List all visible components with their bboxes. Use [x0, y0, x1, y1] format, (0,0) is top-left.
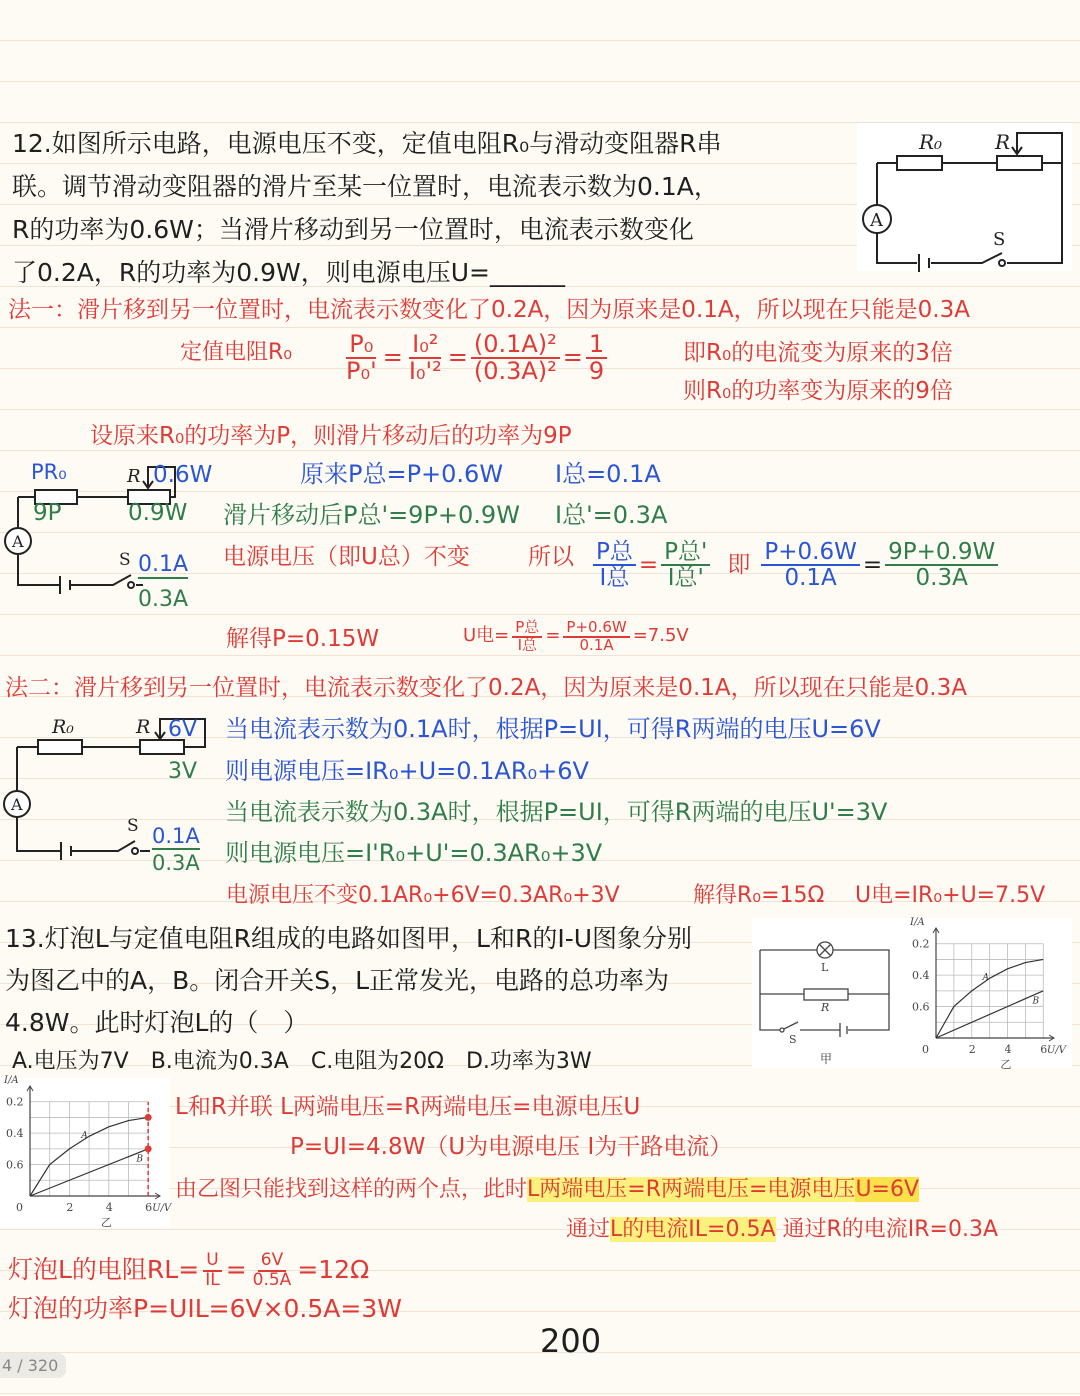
method2-circuit-figure	[0, 711, 215, 876]
power-ratio-formula	[340, 332, 610, 384]
i-total: I总	[599, 565, 630, 592]
current-03a: 0.3A	[138, 587, 189, 612]
figure-yi-caption: 乙	[100, 1216, 112, 1229]
y-axis-label: I/A	[910, 917, 925, 928]
p0-prime: P₀'	[346, 357, 377, 386]
q13-figure	[752, 917, 1072, 1071]
x-axis-label: U/V	[152, 1203, 172, 1214]
q13-line-3: 4.8W。此时灯泡L的（ ）	[5, 1008, 309, 1037]
source-voltage-unchanged: 电源电压（即U总）不变	[223, 544, 470, 570]
m2-red-solve: 解得R₀=15Ω	[693, 883, 825, 908]
x-tick-label: 6	[1040, 1043, 1048, 1056]
lamp-label: L	[821, 961, 829, 974]
p-total: P总	[593, 540, 636, 566]
res-num-6v: 6V	[258, 1252, 286, 1272]
page-indicator[interactable]: 4 / 320	[0, 1353, 66, 1378]
res-den-il: IL	[205, 1269, 220, 1290]
q12-line-1: 12.如图所示电路，电源电压不变，定值电阻R₀与滑动变阻器R串	[12, 129, 722, 158]
assume-line: 设原来R₀的功率为P，则滑片移动后的功率为9P	[90, 423, 572, 449]
eq-sign: =	[545, 625, 561, 647]
q12-fig-r-label: R	[995, 130, 1011, 154]
new-total-power: 滑片移动后P总'=9P+0.9W	[223, 501, 520, 529]
y-tick-label: 0.4	[6, 1127, 24, 1141]
q13-points-line	[175, 1177, 919, 1202]
marker-point	[145, 1114, 152, 1121]
q13-line-2: 为图乙中的A，B。闭合开关S，L正常发光，电路的总功率为	[5, 966, 670, 995]
x-tick-label: 4	[105, 1201, 113, 1214]
voltage-6v: 6V	[168, 717, 198, 742]
original-total-current: I总=0.1A	[555, 460, 661, 488]
series-a-label: A	[81, 1130, 88, 1141]
y-tick-label: 0.6	[6, 1158, 24, 1172]
y-axis-label: I/A	[4, 1075, 19, 1086]
q13-current-line	[566, 1217, 998, 1242]
q12-fig-ammeter-label: A	[870, 210, 883, 231]
den-01a: 0.1A	[784, 565, 837, 592]
r0-label: 定值电阻R₀	[180, 340, 293, 365]
ammeter-label: A	[11, 795, 23, 814]
u-num2: P+0.6W	[563, 620, 629, 638]
resistor-label: R	[821, 1001, 830, 1014]
switch-label: S	[119, 550, 131, 570]
x-tick-label: 6	[145, 1201, 153, 1214]
switch-label: S	[127, 816, 139, 836]
q12-line-4: 了0.2A，R的功率为0.9W，则电源电压U=______	[12, 258, 565, 287]
q13-current-prefix: 通过	[566, 1217, 611, 1242]
page-number: 200	[540, 1322, 602, 1360]
r-label: R	[127, 466, 141, 487]
voltage-equation	[590, 540, 1001, 590]
m2-red-source-voltage: U电=IR₀+U=7.5V	[855, 883, 1046, 908]
eq-sign: =	[382, 343, 403, 372]
m2-green-2: 则电源电压=I'R₀+U'=0.3AR₀+3V	[225, 839, 603, 867]
series-a-label: A	[982, 972, 989, 983]
q13-lamp-resistance	[8, 1252, 369, 1290]
u-den1: I总	[517, 635, 537, 654]
ratio-nine: 9	[588, 357, 605, 386]
eq-sign: =	[638, 551, 659, 578]
eq-sign: =	[862, 551, 883, 578]
method1-header: 法一：滑片移到另一位置时，电流表示数变化了0.2A，因为原来是0.1A，所以现在只能是0.3A	[8, 297, 970, 323]
voltage-3v: 3V	[168, 759, 198, 784]
q12-circuit-figure	[857, 123, 1072, 271]
current-03-sq: (0.3A)²	[473, 357, 557, 386]
m2-green-1: 当电流表示数为0.3A时，根据P=UI，可得R两端的电压U'=3V	[225, 798, 888, 826]
q12-fig-r0-label: R₀	[919, 130, 943, 154]
res-den-05a: 0.5A	[252, 1269, 292, 1290]
so-label: 所以	[528, 544, 574, 570]
y-tick-label: 0.2	[6, 1095, 24, 1109]
q13-line-1: 13.灯泡L与定值电阻R组成的电路如图甲，L和R的I-U图象分别	[5, 924, 693, 953]
u-prefix: U电=	[463, 625, 510, 647]
note-power-9x: 则R₀的功率变为原来的9倍	[683, 378, 953, 404]
q12-fig-switch-label: S	[993, 229, 1006, 250]
switch-label: S	[789, 1033, 797, 1046]
q13-points-6v: U=6V	[855, 1177, 920, 1202]
res-suffix: =12Ω	[297, 1255, 370, 1285]
r0-label: R₀	[52, 716, 74, 738]
y-tick-label: 0.4	[912, 969, 930, 983]
eq-sign: =	[225, 1255, 247, 1285]
iu-chart-bottom	[0, 1075, 172, 1229]
current-01-sq: (0.1A)²	[471, 332, 560, 359]
q12-line-2: 联。调节滑动变阻器的滑片至某一位置时，电流表示数为0.1A，	[12, 172, 719, 201]
marker-point	[145, 1145, 152, 1152]
x-tick-label: 0	[16, 1201, 23, 1214]
series-b-label: B	[136, 1154, 143, 1165]
r-label: R	[136, 716, 151, 738]
i0-sq: I₀²	[409, 332, 441, 359]
source-voltage-result	[463, 620, 689, 654]
q13-points-prefix: 由乙图只能找到这样的两个点，此时	[175, 1177, 528, 1202]
figure-yi-caption: 乙	[1000, 1058, 1012, 1071]
q13-current-lamp: L的电流IL=0.5A	[610, 1217, 776, 1242]
p-total-prime: P总'	[661, 540, 710, 566]
q13-parallel-line: L和R并联 L两端电压=R两端电压=电源电压U	[175, 1094, 641, 1120]
num-p-06: P+0.6W	[761, 540, 859, 566]
new-total-current: I总'=0.3A	[555, 501, 668, 529]
m2-blue-2: 则电源电压=IR₀+U=0.1AR₀+6V	[225, 757, 589, 785]
i0p-sq: I₀'²	[408, 357, 442, 386]
x-tick-label: 2	[968, 1043, 976, 1056]
m2-red-equation: 电源电压不变0.1AR₀+6V=0.3AR₀+3V	[226, 883, 620, 908]
original-total-power: 原来P总=P+0.6W	[300, 460, 504, 488]
figure-jia-caption: 甲	[820, 1052, 833, 1066]
ratio-one: 1	[586, 332, 607, 359]
x-axis-label: U/V	[1046, 1045, 1066, 1056]
res-num-u: U	[203, 1252, 221, 1272]
q12-line-3: R的功率为0.6W；当滑片移动到另一位置时，电流表示数变化	[12, 215, 694, 244]
y-tick-label: 0.6	[912, 1000, 930, 1014]
power-9p: 9P	[33, 500, 62, 526]
eq-sign: =	[562, 343, 583, 372]
eq-sign: =	[447, 343, 468, 372]
ji-label: 即	[727, 551, 751, 578]
m2-blue-1: 当电流表示数为0.1A时，根据P=UI，可得R两端的电压U=6V	[225, 715, 881, 743]
i-total-prime: I总'	[667, 565, 704, 592]
q13-options: A.电压为7V B.电流为0.3A C.电阻为20Ω D.功率为3W	[12, 1049, 592, 1074]
x-tick-label: 2	[66, 1201, 74, 1214]
method2-header: 法二：滑片移到另一位置时，电流表示数变化了0.2A，因为原来是0.1A，所以现在只能是0.3A	[5, 675, 967, 701]
y-tick-label: 0.2	[912, 937, 930, 951]
p0: P₀	[346, 332, 376, 359]
power-06w: 0.6W	[153, 462, 213, 488]
series-b-label: B	[1032, 996, 1040, 1007]
q13-current-resistor: 通过R的电流IR=0.3A	[782, 1217, 999, 1242]
q13-lamp-power: 灯泡的功率P=UIL=6V×0.5A=3W	[8, 1294, 402, 1323]
u-num1: P总	[512, 620, 542, 638]
u-den2: 0.1A	[579, 635, 614, 654]
q13-power-line: P=UI=4.8W（U为电源电压 I为干路电流）	[290, 1134, 733, 1160]
x-tick-label: 0	[922, 1043, 929, 1056]
ammeter-label: A	[12, 532, 24, 551]
current-01a: 0.1A	[138, 552, 188, 579]
current-03a: 0.3A	[152, 851, 200, 875]
solve-p: 解得P=0.15W	[226, 626, 380, 652]
x-tick-label: 4	[1004, 1043, 1012, 1056]
note-current-3x: 即R₀的电流变为原来的3倍	[683, 340, 953, 366]
method1-circuit-figure	[3, 457, 218, 612]
num-9p-09: 9P+0.9W	[885, 540, 998, 566]
current-01a: 0.1A	[152, 824, 200, 850]
u-result: =7.5V	[632, 625, 689, 647]
q13-points-voltage: L两端电压=R两端电压=电源电压	[527, 1177, 856, 1202]
power-09w: 0.9W	[128, 500, 188, 526]
res-prefix: 灯泡L的电阻RL=	[8, 1255, 200, 1285]
pr0-label: PR₀	[31, 460, 67, 484]
den-03a: 0.3A	[915, 565, 968, 592]
iu-chart-top	[910, 917, 1066, 1071]
